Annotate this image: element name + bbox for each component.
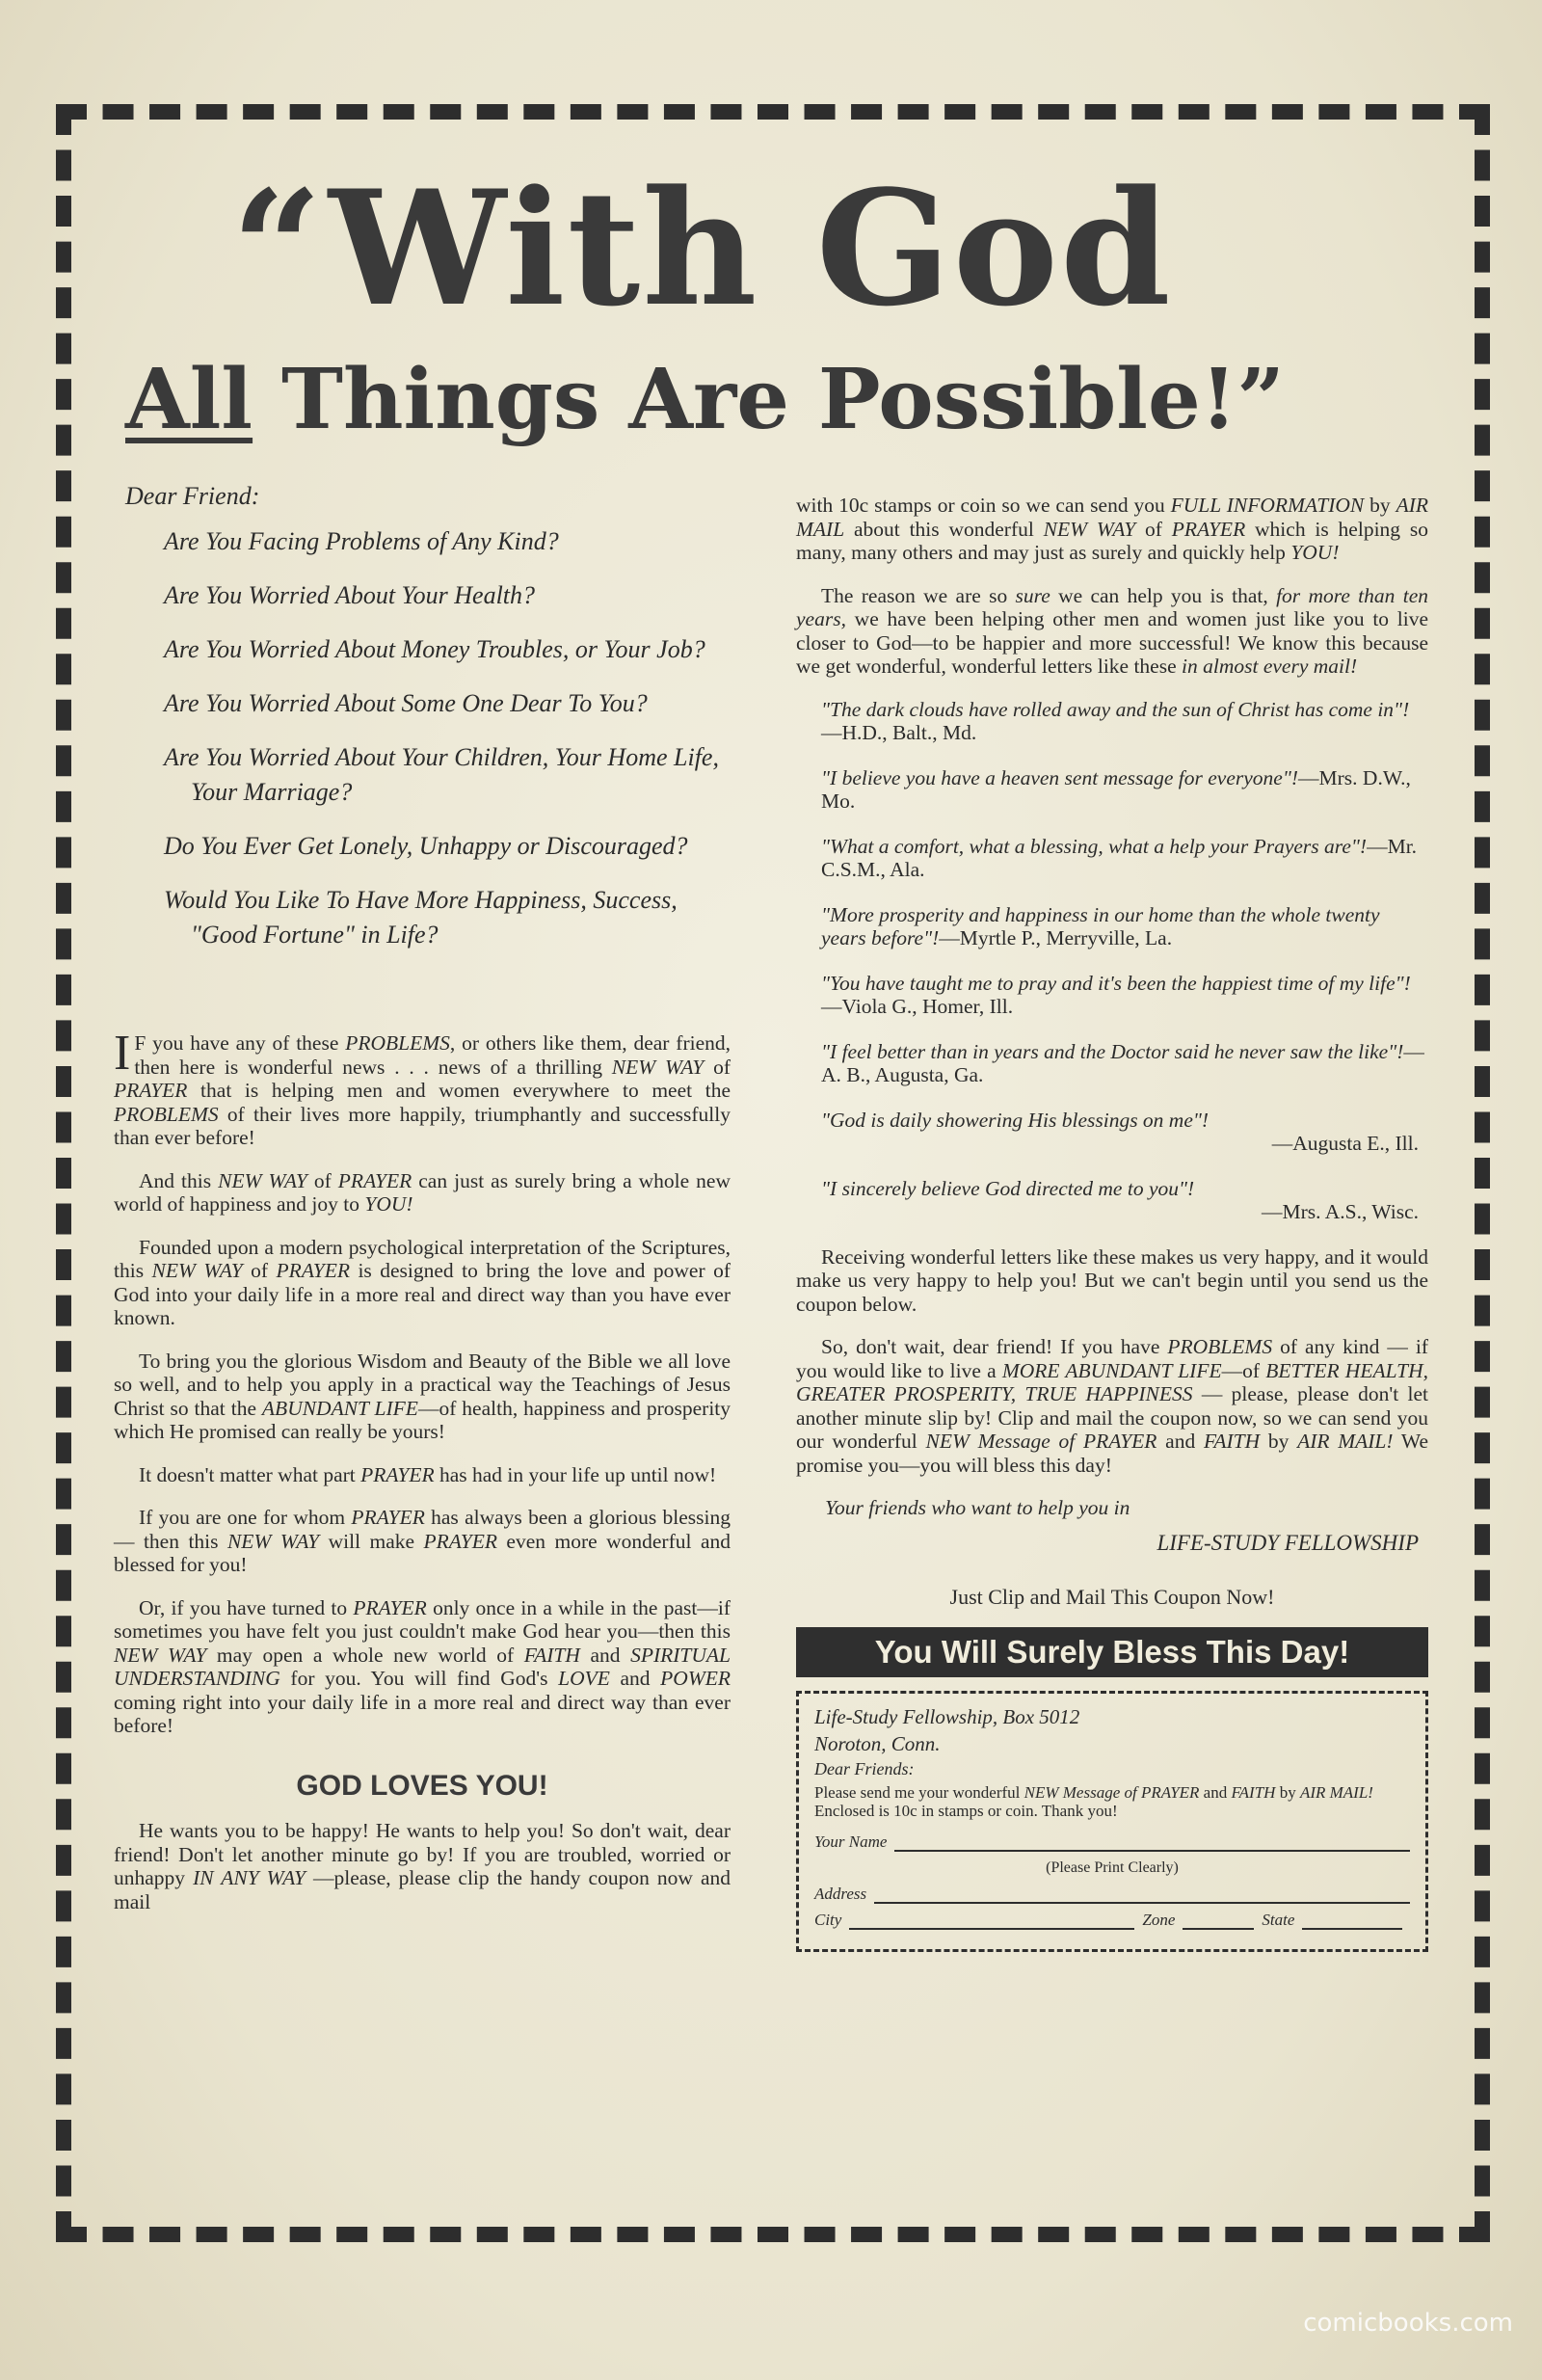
signoff-line: Your friends who want to help you in <box>825 1496 1130 1519</box>
testimonial <box>821 972 1428 1019</box>
testimonial-quote: "God is daily showering His blessings on me"! <box>821 1108 1210 1132</box>
coupon-salutation: Dear Friends: <box>814 1758 915 1778</box>
paragraph <box>796 1335 1428 1477</box>
testimonial <box>821 766 1428 814</box>
text: Enclosed is 10c in stamps or coin. Thank you! <box>814 1801 1118 1820</box>
text: has had in your life up until now! <box>434 1462 717 1486</box>
coupon-address: Life-Study Fellowship, Box 5012 <box>814 1704 1080 1728</box>
testimonial <box>821 1177 1428 1224</box>
text: can just as surely bring a whole new world of happiness and joy to <box>114 1168 731 1216</box>
text: PRAYER <box>351 1506 425 1529</box>
text: YOU! <box>364 1192 413 1216</box>
testimonial-author: —Viola G., Homer, Ill. <box>821 995 1014 1018</box>
text: NEW WAY <box>611 1055 705 1079</box>
text: NEW WAY <box>226 1529 320 1553</box>
text: PROBLEMS <box>1167 1335 1273 1358</box>
text: PRAYER <box>276 1259 350 1282</box>
text: PRAYER <box>360 1462 435 1486</box>
text: —of <box>1221 1358 1266 1382</box>
headline-rest: Things Are Possible!” <box>253 351 1285 448</box>
watermark: comicbooks.com <box>1303 2309 1513 2338</box>
paragraph <box>796 584 1428 679</box>
testimonial-author: —Augusta E., Ill. <box>1271 1132 1419 1155</box>
testimonial-author: —Mr. C.S.M., Ala. <box>821 834 1418 881</box>
text: coming right into your daily life in a more real and direct way than ever before! <box>114 1690 731 1737</box>
text: of <box>704 1055 731 1079</box>
text: will make <box>319 1529 424 1553</box>
text: , or others like them, dear friend, then here is wonderful news . . . news of a thrilling <box>134 1031 731 1079</box>
text: PRAYER <box>337 1168 412 1192</box>
mail-coupon[interactable] <box>796 1691 1428 1952</box>
coupon-banner: You Will Surely Bless This Day! <box>796 1627 1428 1677</box>
paragraph: Receiving wonderful letters like these makes us very happy, and it would make us very happy to help you! But we can't begin until you send us the coupon below. <box>796 1244 1428 1316</box>
testimonial-quote: "I feel better than in years and the Doctor said he never saw the like"! <box>821 1039 1404 1063</box>
section-heading: GOD LOVES YOU! <box>296 1769 548 1802</box>
text: Please send me your wonderful <box>814 1782 1024 1802</box>
paragraph <box>114 1350 731 1444</box>
state-line[interactable] <box>1302 1912 1402 1930</box>
address-label: Address <box>814 1884 867 1903</box>
drop-cap: I <box>114 1026 131 1081</box>
question-item: Are You Worried About Some One Dear To You? <box>164 689 648 717</box>
text: PRAYER <box>1171 517 1246 541</box>
text: If you are one for whom <box>139 1506 352 1529</box>
text: So, don't wait, dear friend! If you have <box>821 1335 1168 1358</box>
testimonial-author: —Mrs. A.S., Wisc. <box>1262 1200 1419 1223</box>
question-item: Do You Ever Get Lonely, Unhappy or Discouraged? <box>164 832 688 860</box>
text: of <box>242 1259 277 1282</box>
text: for you. You will find God's <box>279 1667 559 1690</box>
text: He wants you to be happy! He wants to help you! So don't wait, dear friend! Don't let another minute go by! If you are troubled, worried or unhappy <box>114 1819 731 1889</box>
question-item: Are You Worried About Your Children, Your Home Life, Your Marriage? <box>164 743 719 806</box>
text: of their lives more happily, triumphantly and successfully than ever before! <box>114 1102 731 1149</box>
question-item: Are You Facing Problems of Any Kind? <box>164 527 559 555</box>
testimonial-author: —A. B., Augusta, Ga. <box>821 1039 1424 1086</box>
paragraph <box>114 1819 731 1913</box>
address-line[interactable] <box>874 1886 1410 1904</box>
text: POWER <box>660 1667 731 1690</box>
text: by <box>1260 1430 1298 1453</box>
name-line[interactable] <box>894 1834 1410 1852</box>
text: We promise you—you will bless this day! <box>796 1430 1429 1477</box>
text: NEW Message of PRAYER <box>925 1430 1157 1453</box>
text: NEW WAY <box>1043 517 1136 541</box>
text: AIR MAIL <box>796 494 1428 541</box>
question-item: Would You Like To Have More Happiness, Success, "Good Fortune" in Life? <box>164 886 678 949</box>
text: only once in a while in the past—if sometimes you have felt you just couldn't make God hear you—then this <box>114 1595 731 1643</box>
text: FAITH <box>1231 1782 1276 1802</box>
text: PRAYER <box>114 1079 188 1102</box>
name-field[interactable] <box>814 1832 1410 1852</box>
text: —of health, happiness and prosperity which He promised can really be yours! <box>114 1396 731 1443</box>
text: NEW WAY <box>218 1168 307 1192</box>
text: NEW WAY <box>151 1259 243 1282</box>
greeting: Dear Friend: <box>125 482 260 510</box>
text: of <box>306 1168 338 1192</box>
text: ABUNDANT LIFE <box>261 1396 418 1420</box>
text: we have been helping other men and women just like you to live closer to God—to be happier and more successful! We know this because we get wonderful, wonderful letters like these <box>796 607 1428 678</box>
text: of any kind — if you would like to live a <box>796 1335 1428 1382</box>
testimonial-list <box>796 698 1428 1224</box>
testimonial-quote: "What a comfort, what a blessing, what a help your Prayers are"! <box>821 834 1368 858</box>
text: It doesn't matter what part <box>139 1462 361 1486</box>
question-item: Are You Worried About Your Health? <box>164 581 536 609</box>
text: BETTER HEALTH, GREATER PROSPERITY, TRUE HAPPINESS <box>796 1358 1428 1405</box>
text: has always been a glorious blessing — then this <box>114 1506 731 1553</box>
text: AIR MAIL! <box>1297 1430 1394 1453</box>
clip-instruction: Just Clip and Mail This Coupon Now! <box>949 1585 1275 1609</box>
testimonial <box>821 835 1428 882</box>
text: PRAYER <box>353 1595 427 1619</box>
left-column <box>114 482 731 1933</box>
text: is designed to bring the love and power of God into your daily life in a more real and direct way than you have ever known. <box>114 1259 731 1329</box>
text: NEW Message of PRAYER <box>1024 1782 1200 1802</box>
paragraph <box>114 1463 731 1487</box>
text: and <box>1199 1782 1232 1802</box>
text: MORE ABUNDANT LIFE <box>1001 1358 1222 1382</box>
text: about this wonderful <box>844 517 1044 541</box>
testimonial-author: —Mrs. D.W., Mo. <box>821 765 1411 813</box>
testimonial-quote: "More prosperity and happiness in our home than the whole twenty years before"! <box>821 902 1380 949</box>
text: SPIRITUAL UNDERSTANDING <box>114 1643 731 1690</box>
text: LOVE <box>558 1667 610 1690</box>
text: NEW WAY <box>114 1643 207 1667</box>
text: we can help you is that, <box>1050 583 1277 607</box>
text: in almost every mail! <box>1182 655 1358 678</box>
text: PRAYER <box>423 1529 497 1553</box>
testimonial <box>821 903 1428 950</box>
paragraph <box>114 1596 731 1738</box>
coupon-city: Noroton, Conn. <box>814 1731 941 1755</box>
testimonial-quote: "I believe you have a heaven sent message for everyone"! <box>821 765 1299 789</box>
text: AIR MAIL! <box>1299 1782 1373 1802</box>
text: sure <box>1015 583 1050 607</box>
city-zone-state-field[interactable] <box>814 1910 1410 1930</box>
paragraph <box>114 1506 731 1577</box>
testimonial-quote: "You have taught me to pray and it's been the happiest time of my life"! <box>821 971 1411 995</box>
text: may open a whole new world of <box>206 1643 524 1667</box>
headline-underlined-word: All <box>125 351 253 448</box>
text: FULL INFORMATION <box>1170 494 1365 517</box>
text: Or, if you have turned to <box>139 1595 354 1619</box>
text: and <box>609 1667 661 1690</box>
testimonial <box>821 1040 1428 1087</box>
text: even more wonderful and blessed for you! <box>114 1529 731 1576</box>
text: And this <box>139 1168 219 1192</box>
text: by <box>1275 1782 1300 1802</box>
coupon-message <box>814 1783 1410 1820</box>
address-field[interactable] <box>814 1884 1410 1904</box>
text: for more than ten years, <box>796 583 1428 630</box>
text: that is helping men and women everywhere to meet the <box>187 1079 731 1102</box>
zone-label: Zone <box>1142 1910 1176 1929</box>
headline-line-2 <box>125 352 1455 448</box>
testimonial-quote: "The dark clouds have rolled away and the sun of Christ has come in"! <box>821 697 1410 721</box>
question-item: Are You Worried About Money Troubles, or Your Job? <box>164 635 705 663</box>
text: with 10c stamps or coin so we can send you <box>796 494 1171 517</box>
state-label: State <box>1262 1910 1295 1929</box>
text: — please, please don't let another minute slip by! Clip and mail the coupon now, so we can send you our wonderful <box>796 1382 1429 1453</box>
text: and <box>579 1643 631 1667</box>
signoff-organization: LIFE-STUDY FELLOWSHIP <box>1156 1530 1419 1555</box>
text: which is helping so many, many others and may just as surely and quickly help <box>796 517 1428 564</box>
text: of <box>1135 517 1172 541</box>
text: F you have any of these <box>134 1031 346 1055</box>
text: FAITH <box>523 1643 580 1667</box>
paragraph <box>114 1026 731 1150</box>
text: and <box>1156 1430 1204 1453</box>
testimonial-author: —Myrtle P., Merryville, La. <box>939 926 1173 949</box>
paragraph <box>114 1169 731 1217</box>
text: The reason we are so <box>821 583 1016 607</box>
city-line[interactable] <box>849 1912 1134 1930</box>
text: To bring you the glorious Wisdom and Beauty of the Bible we all love so well, and to help you apply in a practical way the Teachings of Jesus Christ so that the <box>114 1349 731 1420</box>
paragraph <box>796 494 1428 565</box>
text: FAITH <box>1203 1430 1261 1453</box>
right-column <box>796 494 1428 1952</box>
zone-line[interactable] <box>1183 1912 1254 1930</box>
text: IN ANY WAY <box>193 1866 306 1889</box>
text: PROBLEMS <box>345 1031 450 1055</box>
testimonial <box>821 698 1428 745</box>
headline-line-1: “With God <box>231 155 1173 341</box>
testimonial <box>821 1109 1428 1156</box>
testimonial-author: —H.D., Balt., Md. <box>821 721 977 744</box>
text: —please, please clip the handy coupon now and mail <box>114 1866 731 1913</box>
city-label: City <box>814 1910 842 1929</box>
name-label: Your Name <box>814 1832 888 1851</box>
paragraph <box>114 1236 731 1330</box>
text: PROBLEMS <box>114 1102 219 1126</box>
name-hint: (Please Print Clearly) <box>1046 1859 1179 1876</box>
text: YOU! <box>1290 541 1340 564</box>
question-list <box>114 524 731 952</box>
text: by <box>1364 494 1396 517</box>
testimonial-quote: "I sincerely believe God directed me to you"! <box>821 1176 1195 1200</box>
text: Founded upon a modern psychological interpretation of the Scriptures, this <box>114 1235 731 1282</box>
